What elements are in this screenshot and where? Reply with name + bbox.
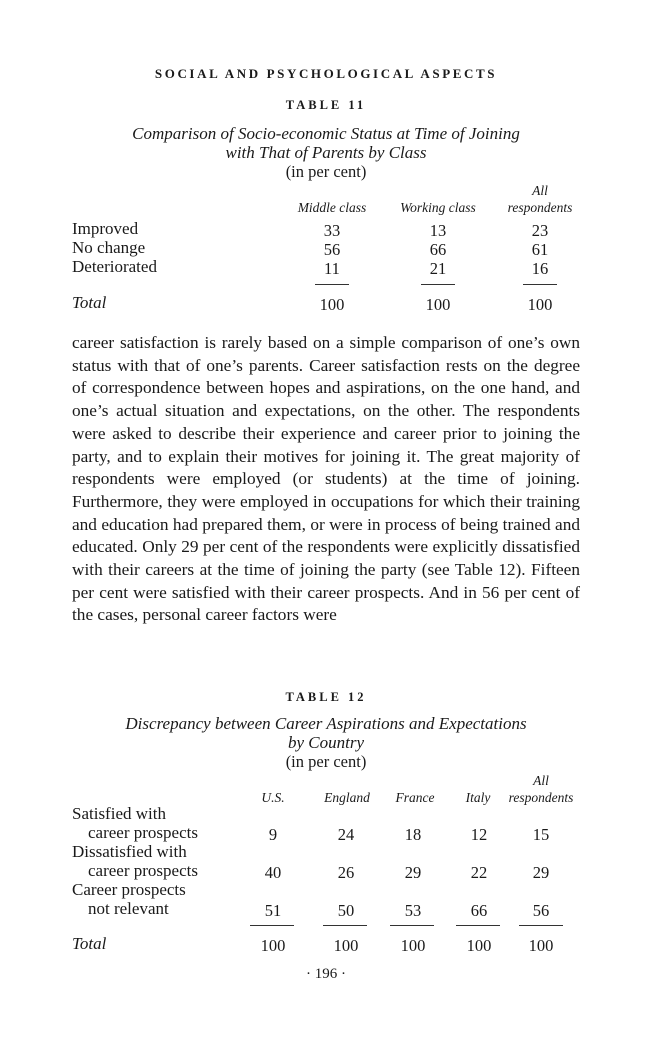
- table-11-row-label: Improved: [72, 219, 139, 238]
- table-12-col-france: France: [395, 790, 435, 805]
- table-12-row-label-line-1: Career prospects: [72, 880, 186, 899]
- table-12-col-us: U.S.: [261, 790, 285, 805]
- table-12-col-italy: Italy: [465, 790, 491, 805]
- table-12-cell: 22: [470, 863, 488, 882]
- table-12-cell: 15: [532, 825, 550, 844]
- table-12-total-cell: 100: [400, 936, 426, 955]
- table-12-cell: 56: [532, 901, 550, 920]
- table-12-cell: 66: [470, 901, 488, 920]
- table-11-total-label: Total: [72, 293, 107, 312]
- table-12-total-label: Total: [72, 934, 107, 953]
- table-12-total-cell: 100: [528, 936, 554, 955]
- table-12-cell: 18: [404, 825, 422, 844]
- table-11-col-all-top: All: [532, 183, 548, 198]
- table-12-cell: 51: [264, 901, 282, 920]
- table-11-cell: 13: [429, 221, 447, 240]
- table-11-cell: 23: [531, 221, 549, 240]
- table-12-row-label-line-1: Dissatisfied with: [72, 842, 187, 861]
- table-12-caption-line-2: by Country: [287, 733, 365, 752]
- table-11-cell: 61: [531, 240, 549, 259]
- table-12-cell: 24: [337, 825, 355, 844]
- table-12-cell: 40: [264, 863, 282, 882]
- table-12-unit: (in per cent): [285, 752, 367, 771]
- table-11-cell: 56: [323, 240, 341, 259]
- table-11-cell: 11: [324, 259, 340, 278]
- table-12-cell: 29: [404, 863, 422, 882]
- table-12-caption-line-1: Discrepancy between Career Aspirations and Expectations: [125, 714, 527, 733]
- table-11-caption-line-1: Comparison of Socio-economic Status at Time of Joining: [132, 124, 520, 143]
- table-12-sum-rule: [323, 925, 367, 926]
- page-number: · 196 ·: [306, 966, 346, 982]
- table-12-total-cell: 100: [333, 936, 359, 955]
- table-12-total-cell: 100: [260, 936, 286, 955]
- table-12-cell: 53: [404, 901, 422, 920]
- table-12-col-all-bottom: respondents: [508, 790, 574, 805]
- table-11-caption-line-2: with That of Parents by Class: [225, 143, 427, 162]
- table-12-col-england: England: [324, 790, 370, 805]
- table-12-cell: 26: [337, 863, 355, 882]
- table-11-col-middle-class: Middle class: [297, 200, 367, 215]
- table-12-col-all-top: All: [533, 773, 549, 788]
- table-12-sum-rule: [456, 925, 500, 926]
- table-12-cell: 12: [470, 825, 488, 844]
- table-11-col-working-class: Working class: [400, 200, 476, 215]
- body-paragraph: career satisfaction is rarely based on a simple comparison of one’s own status with that of one’s parents. Career satisfaction rests on the degree of correspondence between hopes and aspirations, on the one hand, and one’s actual situation and expectations, on the other. The respondents were asked to describe their experience and career prior to joining the party, and to explain their motives for joining it. The great majority of respondents were employed (or students) at the time of joining. Furthermore, they were employed in occupations for which their training and education had prepared them, or were in process of being trained and educated. Only 29 per cent of the respondents were explicitly dissatisfied with their careers at the time of joining the party (see Table 12). Fifteen per cent were satisfied with their career prospects. And in 56 per cent of the cases, personal career factors were: [72, 333, 580, 625]
- table-11-row-label: Deteriorated: [72, 257, 157, 276]
- table-11-sum-rule: [523, 284, 557, 285]
- table-11-cell: 33: [323, 221, 341, 240]
- table-11-total-cell: 100: [425, 295, 451, 314]
- table-12-row-label-line-2: career prospects: [88, 861, 198, 880]
- table-12-sum-rule: [250, 925, 294, 926]
- table-12-cell: 29: [532, 863, 550, 882]
- table-11-cell: 66: [429, 240, 447, 259]
- table-12-row-label-line-2: not relevant: [88, 899, 169, 918]
- table-12-cell: 9: [268, 825, 278, 844]
- running-head: SOCIAL AND PSYCHOLOGICAL ASPECTS: [154, 66, 498, 81]
- table-12-label: TABLE 12: [285, 690, 367, 704]
- table-11-total-cell: 100: [527, 295, 553, 314]
- table-11-label: TABLE 11: [285, 98, 367, 112]
- table-11-sum-rule: [315, 284, 349, 285]
- table-11-row-label: No change: [72, 238, 146, 257]
- table-11-cell: 16: [531, 259, 549, 278]
- table-11-total-cell: 100: [319, 295, 345, 314]
- table-12-total-cell: 100: [466, 936, 492, 955]
- table-12-row-label-line-1: Satisfied with: [72, 804, 166, 823]
- table-12-sum-rule: [390, 925, 434, 926]
- table-11-col-all-bottom: respondents: [507, 200, 573, 215]
- table-11-sum-rule: [421, 284, 455, 285]
- table-12-row-label-line-2: career prospects: [88, 823, 198, 842]
- table-11-unit: (in per cent): [285, 162, 367, 181]
- table-11-cell: 21: [429, 259, 447, 278]
- table-12-sum-rule: [519, 925, 563, 926]
- table-12-cell: 50: [337, 901, 355, 920]
